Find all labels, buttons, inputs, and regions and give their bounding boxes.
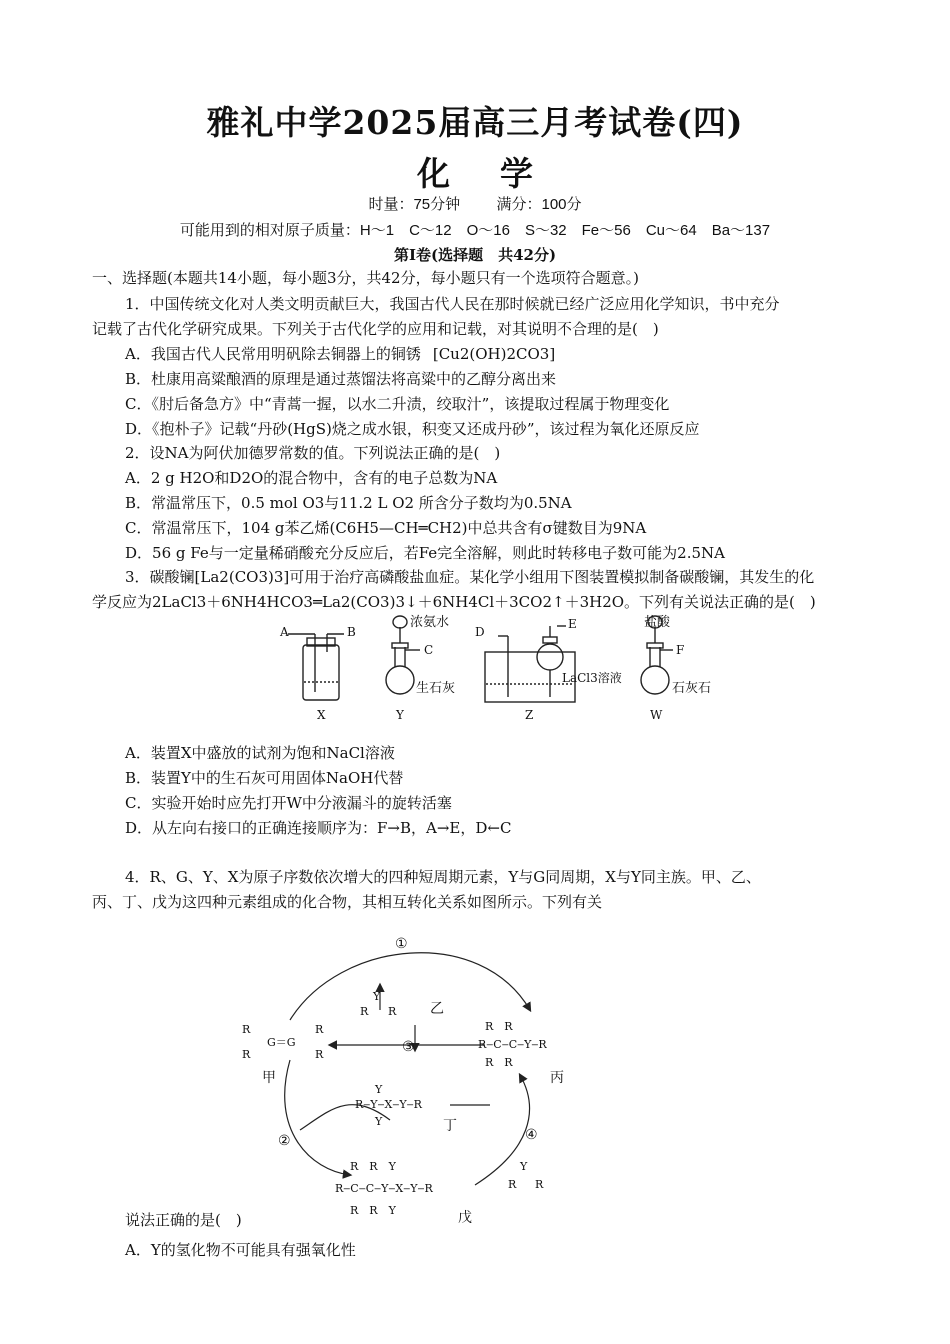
q3-stem-line1: 3．碳酸镧[La2(CO3)3]可用于治疗高磷酸盐血症。某化学小组用下图装置模拟制备碳酸镧，其发生的化 xyxy=(125,568,815,586)
svg-text:R‒C‒C‒Y‒X‒Y‒R: R‒C‒C‒Y‒X‒Y‒R xyxy=(335,1182,433,1195)
funnel-z xyxy=(537,644,563,670)
svg-text:R‒C‒C‒Y‒R: R‒C‒C‒Y‒R xyxy=(478,1038,547,1051)
lacl3-label: LaCl3溶液 xyxy=(562,671,622,685)
svg-text:R: R xyxy=(315,1048,324,1061)
svg-text:R: R xyxy=(360,1005,369,1018)
q1-stem-line2: 记载了古代化学研究成果。下列关于古代化学的应用和记载，对其说明不合理的是( ) xyxy=(92,320,659,338)
step-3-label: ③ xyxy=(402,1039,415,1055)
hcl-label: 盐酸 xyxy=(644,615,671,630)
q4-stem-line3: 说法正确的是( ) xyxy=(125,1211,242,1229)
arrow-step-1 xyxy=(290,953,530,1020)
port-f-label: F xyxy=(676,643,685,657)
apparatus-figure xyxy=(270,612,740,727)
compound-ding: 丁 xyxy=(443,1118,457,1134)
apparatus-z-label: Z xyxy=(525,708,534,722)
exam-meta xyxy=(0,193,950,214)
apparatus-w-label: W xyxy=(650,708,663,722)
q3-option-d: D．从左向右接口的正确连接顺序为：F→B，A→E，D←C xyxy=(125,819,512,837)
apparatus-y-label: Y xyxy=(396,708,404,722)
q4-stem-line1: 4．R、G、Y、X为原子序数依次增大的四种短周期元素，Y与G同周期，X与Y同主族。甲、乙、 xyxy=(125,868,761,886)
compound-yi: 乙 xyxy=(430,1001,444,1017)
step-4-label: ④ xyxy=(525,1127,538,1143)
compound-wu: 戊 xyxy=(458,1210,472,1226)
step-1-label: ① xyxy=(395,936,408,952)
q1-option-a-formula: [Cu2(OH)2CO3] xyxy=(432,345,556,363)
port-c-label: C xyxy=(424,643,434,657)
step-2-label: ② xyxy=(278,1133,291,1149)
q1-option-d: D．《抱朴子》记载“丹砂(HgS)烧之成水银，积变又还成丹砂”，该过程为氧化还原反应 xyxy=(125,420,700,438)
apparatus-x-label: X xyxy=(317,708,326,722)
flask-w xyxy=(641,666,669,694)
part-heading: 一、选择题(本题共14小题，每小题3分，共42分，每小题只有一个选项符合题意。) xyxy=(92,269,639,287)
reaction-scheme xyxy=(230,930,590,1230)
svg-text:R: R xyxy=(242,1048,251,1061)
port-a-label: A xyxy=(280,625,289,639)
svg-text:R: R xyxy=(315,1023,324,1036)
svg-text:R R Y: R R Y xyxy=(350,1204,396,1217)
q2-option-c: C．常温常压下，104 g苯乙烯(C6H5—CH═CH2)中总共含有σ键数目为9NA xyxy=(125,519,647,537)
svg-text:R: R xyxy=(535,1178,544,1191)
bottle-x xyxy=(303,645,339,700)
q1-option-a: A．我国古代人民常用明矾除去铜器上的铜锈 [Cu2(OH)2CO3] xyxy=(125,345,556,363)
svg-text:Y: Y xyxy=(373,990,381,1003)
quicklime-label: 生石灰 xyxy=(416,681,456,696)
svg-text:Y: Y xyxy=(520,1160,528,1173)
subject-title: 化学 xyxy=(417,154,583,193)
ammonia-label: 浓氨水 xyxy=(410,615,450,630)
limestone-label: 石灰石 xyxy=(672,681,712,696)
port-b-label: B xyxy=(347,625,356,639)
atomic-masses: 可能用到的相对原子质量：H～1 C～12 O～16 S～32 Fe～56 Cu～64 Ba～137 xyxy=(179,222,771,239)
full-score: 满分：100分 xyxy=(496,196,582,213)
q4-stem-line2: 丙、丁、戊为这四种元素组成的化合物，其相互转化关系如图所示。下列有关 xyxy=(92,893,603,911)
svg-text:G＝G: G＝G xyxy=(267,1036,296,1049)
q3-option-b: B．装置Y中的生石灰可用固体NaOH代替 xyxy=(125,769,404,787)
q1-option-c: C．《肘后备急方》中“青蒿一握，以水二升渍，绞取汁”，该提取过程属于物理变化 xyxy=(125,395,670,413)
q1-stem-line1: 1．中国传统文化对人类文明贡献巨大，我国古代人民在那时候就已经广泛应用化学知识，书中充分 xyxy=(125,295,780,313)
time-limit: 时量：75分钟 xyxy=(368,196,461,213)
svg-text:Y: Y xyxy=(375,1115,383,1128)
q3-option-c: C．实验开始时应先打开W中分液漏斗的旋转活塞 xyxy=(125,794,452,812)
q2-option-b: B．常温常压下，0.5 mol O3与11.2 L O2 所含分子数均为0.5NA xyxy=(125,494,572,512)
q1-option-b: B．杜康用高粱酿酒的原理是通过蒸馏法将高粱中的乙醇分离出来 xyxy=(125,370,557,388)
q4-option-a: A．Y的氢化物不可能具有强氧化性 xyxy=(125,1241,356,1259)
q2-option-a: A．2 g H2O和D2O的混合物中，含有的电子总数为NA xyxy=(125,469,498,487)
q3-stem-line2: 学反应为2LaCl3＋6NH4HCO3═La2(CO3)3↓＋6NH4Cl＋3CO2↑＋3H2O。下列有关说法正确的是( ) xyxy=(92,593,816,611)
svg-text:R R: R R xyxy=(485,1056,513,1069)
svg-text:R R Y: R R Y xyxy=(350,1160,396,1173)
port-d-label: D xyxy=(475,625,485,639)
exam-title: 雅礼中学2025届高三月考试卷(四) xyxy=(206,103,744,142)
q2-stem: 2．设NA为阿伏加德罗常数的值。下列说法正确的是( ) xyxy=(125,444,501,462)
compound-jia: 甲 xyxy=(262,1070,276,1086)
svg-text:R: R xyxy=(388,1005,397,1018)
svg-text:R R: R R xyxy=(485,1020,513,1033)
q2-option-d: D．56 g Fe与一定量稀硝酸充分反应后，若Fe完全溶解，则此时转移电子数可能为2.5NA xyxy=(125,544,725,562)
svg-text:R: R xyxy=(242,1023,251,1036)
port-e-label: E xyxy=(568,617,577,631)
svg-text:R: R xyxy=(508,1178,517,1191)
compound-bing: 丙 xyxy=(550,1070,564,1086)
svg-text:R‒Y‒X‒Y‒R: R‒Y‒X‒Y‒R xyxy=(355,1098,422,1111)
q3-option-a: A．装置X中盛放的试剂为饱和NaCl溶液 xyxy=(125,744,395,762)
section-title: 第Ⅰ卷(选择题 共42分) xyxy=(393,246,557,264)
flask-y xyxy=(386,666,414,694)
arrow-step-2 xyxy=(285,1060,350,1175)
svg-text:Y: Y xyxy=(375,1083,383,1096)
